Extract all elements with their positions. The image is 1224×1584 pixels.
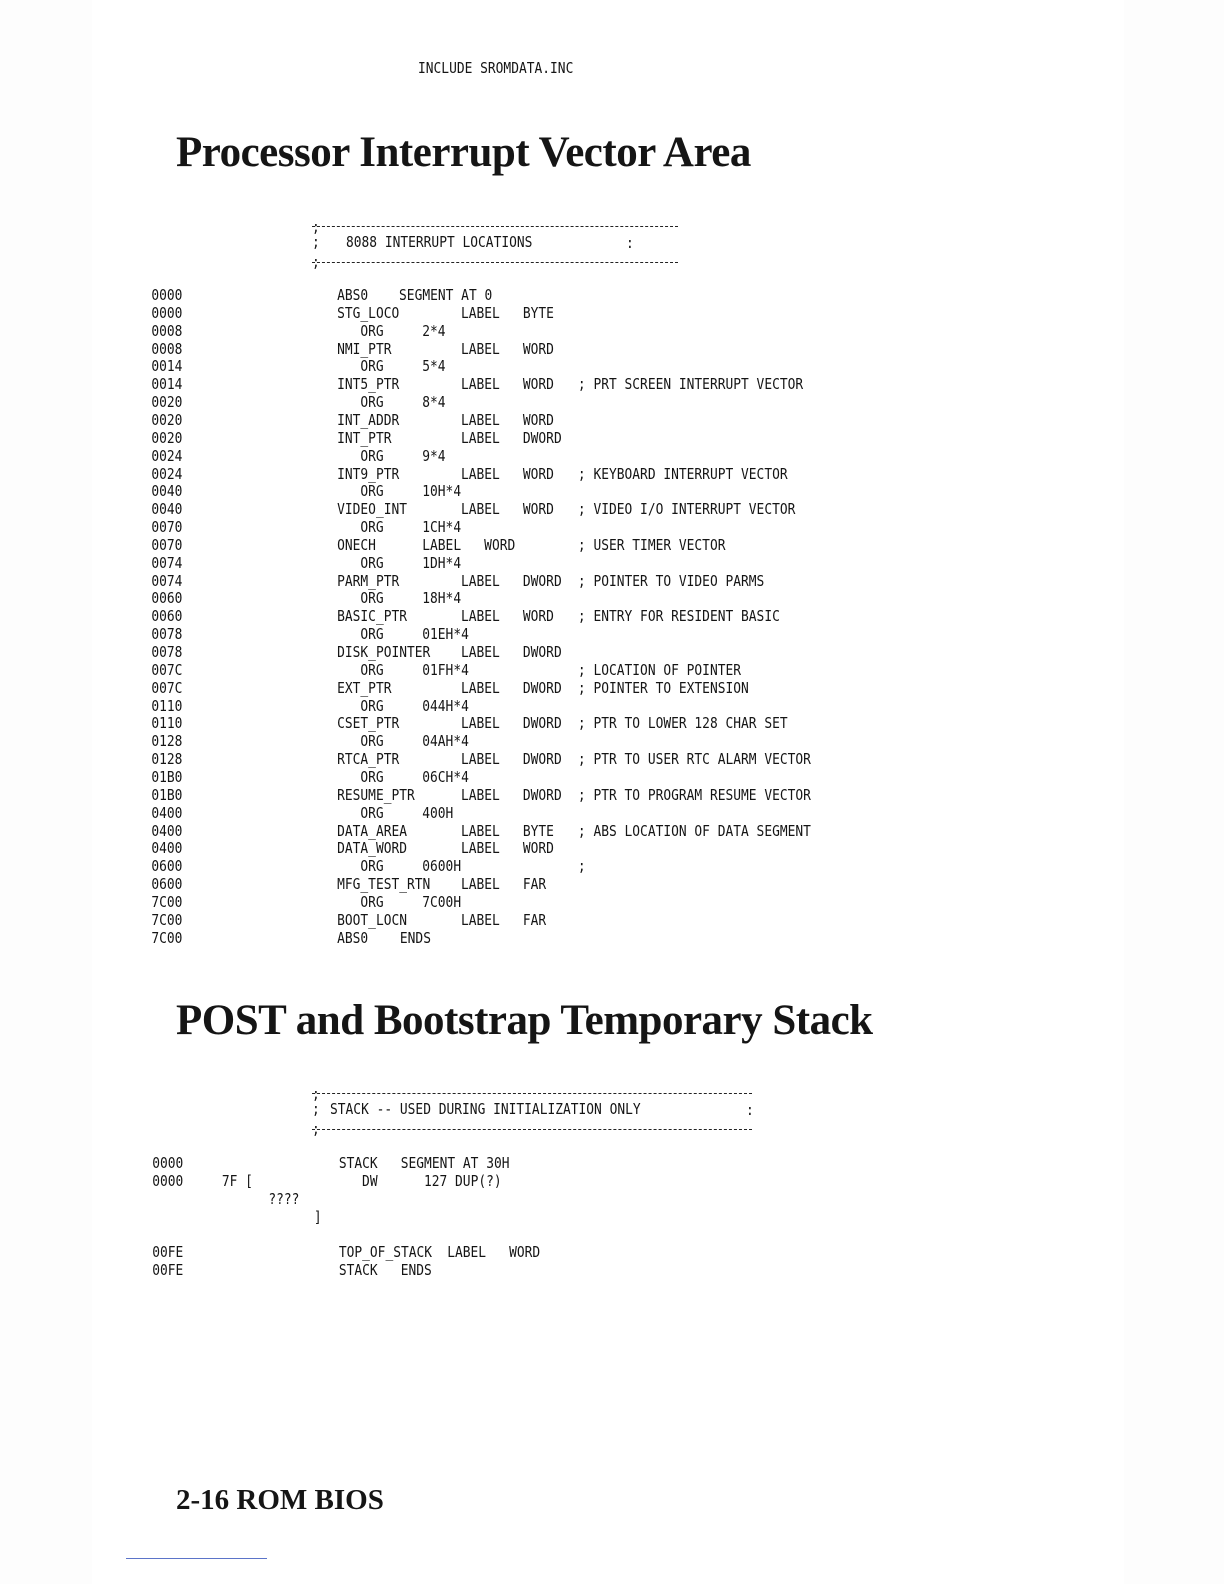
label-name: BASIC_PTR (337, 607, 408, 626)
operand: 8*4 (422, 393, 446, 412)
comment-semicolon: ; (312, 1100, 320, 1118)
directive: ORG (360, 589, 384, 608)
label-name: CSET_PTR (337, 714, 400, 733)
address: 0000 (152, 1172, 184, 1190)
directive: LABEL (460, 410, 500, 429)
directive: LABEL (460, 643, 500, 661)
listing-row (0, 698, 946, 716)
object-code: 7F [ (221, 1172, 253, 1190)
listing-row (0, 751, 946, 769)
comment: ; PTR TO PROGRAM RESUME VECTOR (577, 785, 811, 804)
listing-row (0, 823, 946, 841)
type: WORD (522, 464, 554, 483)
directive: LABEL (460, 303, 500, 322)
address: 0060 (151, 589, 183, 608)
comment-box-colon: : (626, 234, 634, 252)
comment-semicolon: ; (312, 1120, 320, 1138)
include-directive: INCLUDE SROMDATA.INC (418, 59, 574, 77)
address: 7C00 (151, 910, 183, 929)
listing-row (0, 483, 946, 501)
operand: 01FH*4 (422, 660, 469, 679)
address: 0128 (151, 732, 183, 751)
listing-row (0, 858, 946, 876)
comment: ; LOCATION OF POINTER (577, 660, 742, 679)
operand: 04AH*4 (422, 732, 469, 751)
address: 0024 (151, 446, 183, 465)
type: WORD (522, 339, 554, 358)
address: 0078 (151, 625, 183, 644)
comment-semicolon: ; (312, 218, 320, 236)
address: 0000 (151, 286, 183, 304)
address: 7C00 (151, 892, 183, 911)
listing-row (0, 912, 946, 930)
operand: 18H*4 (422, 589, 462, 608)
directive: LABEL (460, 464, 500, 483)
address: 0400 (151, 803, 183, 822)
listing-row (0, 358, 946, 376)
directive: LABEL (460, 607, 500, 626)
segment-name: ABS0 (337, 286, 369, 304)
directive: SEGMENT AT 0 (399, 286, 493, 304)
address: 0070 (151, 518, 183, 537)
address: 007C (151, 660, 183, 679)
label-name: VIDEO_INT (337, 500, 408, 519)
address: 0020 (151, 410, 183, 429)
directive: LABEL (460, 750, 500, 769)
listing-row (0, 376, 946, 394)
listing-row (0, 1244, 946, 1262)
type: DWORD (522, 643, 562, 661)
address: 0008 (151, 339, 183, 358)
directive: LABEL (460, 571, 500, 590)
listing-row (0, 769, 946, 787)
label-name: STG_LOCO (337, 303, 400, 322)
directive: ORG (360, 357, 384, 376)
comment: ; (577, 857, 586, 876)
comment: ; PTR TO USER RTC ALARM VECTOR (577, 750, 811, 769)
address: 0020 (151, 428, 183, 447)
comment: ; KEYBOARD INTERRUPT VECTOR (577, 464, 788, 483)
listing-row (0, 876, 946, 894)
type: DWORD (522, 571, 562, 590)
address: 0600 (151, 857, 183, 876)
label-name: TOP_OF_STACK (338, 1243, 433, 1261)
section-title-interrupt-vectors: Processor Interrupt Vector Area (176, 129, 751, 176)
directive: ORG (360, 393, 384, 412)
directive: LABEL (422, 535, 462, 554)
label-name: DISK_POINTER (337, 643, 431, 661)
address: 0014 (151, 357, 183, 376)
type: WORD (509, 1243, 541, 1261)
directive: LABEL (460, 714, 500, 733)
segment-name: ABS0 (337, 928, 369, 947)
directive: SEGMENT AT 30H (400, 1154, 510, 1172)
operand: 7C00H (422, 892, 462, 911)
address: 0014 (151, 375, 183, 394)
operand: 9*4 (422, 446, 446, 465)
operand: 400H (422, 803, 454, 822)
comment-rule-top (312, 226, 678, 227)
directive: ORG (360, 518, 384, 537)
address: 0060 (151, 607, 183, 626)
operand: 10H*4 (422, 482, 462, 501)
type: FAR (522, 910, 547, 929)
label-name: INT9_PTR (337, 464, 400, 483)
listing-row (0, 341, 946, 359)
address: 0128 (151, 750, 183, 769)
address: 0600 (151, 875, 183, 894)
label-name: RESUME_PTR (337, 785, 415, 804)
directive: LABEL (460, 428, 500, 447)
listing-row (0, 1209, 946, 1227)
listing-row (0, 930, 946, 948)
operand: 0600H (422, 857, 462, 876)
object-code: ???? (268, 1190, 300, 1208)
listing-row (0, 537, 946, 555)
type: WORD (522, 410, 554, 429)
listing-row (0, 1191, 946, 1209)
address: 0070 (151, 535, 183, 554)
object-code: ] (313, 1208, 322, 1226)
type: FAR (522, 875, 547, 894)
directive: ORG (360, 446, 384, 465)
comment: ; USER TIMER VECTOR (577, 535, 726, 554)
listing-row (0, 1155, 946, 1173)
operand: 2*4 (422, 321, 446, 340)
directive: ENDS (400, 1261, 432, 1279)
address: 0008 (151, 321, 183, 340)
comment-rule-top (312, 1093, 752, 1094)
address: 0074 (151, 553, 183, 572)
comment: ; POINTER TO EXTENSION (577, 678, 749, 697)
comment-semicolon: ; (312, 253, 320, 271)
comment: ; ENTRY FOR RESIDENT BASIC (577, 607, 780, 626)
type: DWORD (522, 785, 562, 804)
comment-semicolon: ; (312, 233, 320, 251)
listing-row (0, 412, 946, 430)
directive: LABEL (460, 678, 500, 697)
comment: ; ABS LOCATION OF DATA SEGMENT (577, 821, 811, 840)
type: DWORD (522, 428, 562, 447)
address: 0078 (151, 643, 183, 661)
directive: ORG (360, 732, 384, 751)
listing-row (0, 644, 946, 662)
address: 0040 (151, 482, 183, 501)
label-name: INT_PTR (337, 428, 392, 447)
directive: LABEL (460, 839, 500, 858)
address: 0400 (151, 839, 183, 858)
listing-row (0, 394, 946, 412)
listing-row (0, 448, 946, 466)
directive: LABEL (460, 785, 500, 804)
section-title-temporary-stack: POST and Bootstrap Temporary Stack (176, 997, 873, 1044)
listing-row (0, 805, 946, 823)
directive: LABEL (460, 875, 500, 894)
listing-row (0, 323, 946, 341)
directive: ORG (360, 767, 384, 786)
comment-box-colon: : (746, 1101, 754, 1119)
listing-row (0, 430, 946, 448)
comment: ; VIDEO I/O INTERRUPT VECTOR (577, 500, 796, 519)
listing-row (0, 894, 946, 912)
label-name: NMI_PTR (337, 339, 392, 358)
listing-row (0, 501, 946, 519)
directive: LABEL (460, 821, 500, 840)
listing-row (0, 1173, 946, 1191)
address: 0020 (151, 393, 183, 412)
listing-row (0, 715, 946, 733)
listing-row (0, 573, 946, 591)
operand: 1DH*4 (422, 553, 462, 572)
comment-box-text: STACK -- USED DURING INITIALIZATION ONLY (330, 1100, 641, 1118)
address: 00FE (152, 1261, 184, 1279)
operand: 044H*4 (422, 696, 469, 715)
type: DWORD (522, 714, 562, 733)
address: 01B0 (151, 767, 183, 786)
directive: ORG (360, 660, 384, 679)
label-name: DATA_WORD (337, 839, 408, 858)
type: DWORD (522, 750, 562, 769)
address: 7C00 (151, 928, 183, 947)
comment-box-text: 8088 INTERRUPT LOCATIONS (346, 233, 533, 251)
directive: ORG (360, 321, 384, 340)
comment: ; PRT SCREEN INTERRUPT VECTOR (577, 375, 804, 394)
listing-row (0, 662, 946, 680)
address: 0110 (151, 696, 183, 715)
address: 0110 (151, 714, 183, 733)
type: BYTE (522, 821, 554, 840)
directive: ORG (360, 857, 384, 876)
segment-name: STACK (338, 1154, 378, 1172)
label-name: DATA_AREA (337, 821, 408, 840)
address: 0074 (151, 571, 183, 590)
segment-name: STACK (338, 1261, 378, 1279)
footer-link-underline (126, 1558, 267, 1559)
listing-row (0, 590, 946, 608)
type: WORD (522, 375, 554, 394)
type: WORD (522, 500, 554, 519)
label-name: BOOT_LOCN (337, 910, 408, 929)
comment-rule-bottom (312, 262, 678, 263)
address: 0000 (152, 1154, 184, 1172)
listing-row (0, 787, 946, 805)
type: WORD (522, 839, 554, 858)
directive: LABEL (460, 910, 500, 929)
listing-row (0, 840, 946, 858)
directive: ORG (360, 553, 384, 572)
listing-row (0, 555, 946, 573)
directive: ORG (360, 892, 384, 911)
directive: ORG (360, 625, 384, 644)
label-name: MFG_TEST_RTN (337, 875, 431, 894)
directive: ORG (360, 482, 384, 501)
operand: 5*4 (422, 357, 446, 376)
listing-row (0, 519, 946, 537)
operand: 127 DUP(?) (423, 1172, 502, 1190)
address: 01B0 (151, 785, 183, 804)
address: 0040 (151, 500, 183, 519)
comment: ; POINTER TO VIDEO PARMS (577, 571, 765, 590)
label-name: INT5_PTR (337, 375, 400, 394)
type: WORD (484, 535, 516, 554)
directive: LABEL (460, 375, 500, 394)
address: 0000 (151, 303, 183, 322)
listing-row (0, 680, 946, 698)
type: BYTE (522, 303, 554, 322)
label-name: INT_ADDR (337, 410, 400, 429)
label-name: ONECH (337, 535, 376, 554)
listing-row (0, 608, 946, 626)
directive: ENDS (399, 928, 431, 947)
operand: 01EH*4 (422, 625, 469, 644)
operand: 1CH*4 (422, 518, 462, 537)
listing-row (0, 733, 946, 751)
directive: LABEL (460, 339, 500, 358)
label-name: PARM_PTR (337, 571, 400, 590)
comment: ; PTR TO LOWER 128 CHAR SET (577, 714, 788, 733)
listing-row (0, 626, 946, 644)
comment-semicolon: ; (312, 1085, 320, 1103)
listing-row (0, 287, 946, 305)
listing-row (0, 1262, 946, 1280)
address: 0400 (151, 821, 183, 840)
listing-row (0, 466, 946, 484)
label-name: EXT_PTR (337, 678, 392, 697)
directive: LABEL (460, 500, 500, 519)
directive: ORG (360, 696, 384, 715)
page-footer: 2-16 ROM BIOS (176, 1484, 384, 1516)
label-name: RTCA_PTR (337, 750, 400, 769)
directive: ORG (360, 803, 384, 822)
comment-rule-bottom (312, 1129, 752, 1130)
address: 007C (151, 678, 183, 697)
directive: LABEL (447, 1243, 487, 1261)
type: DWORD (522, 678, 562, 697)
address: 0024 (151, 464, 183, 483)
directive: DW (362, 1172, 378, 1190)
address: 00FE (152, 1243, 184, 1261)
listing-row (0, 305, 946, 323)
type: WORD (522, 607, 554, 626)
operand: 06CH*4 (422, 767, 469, 786)
